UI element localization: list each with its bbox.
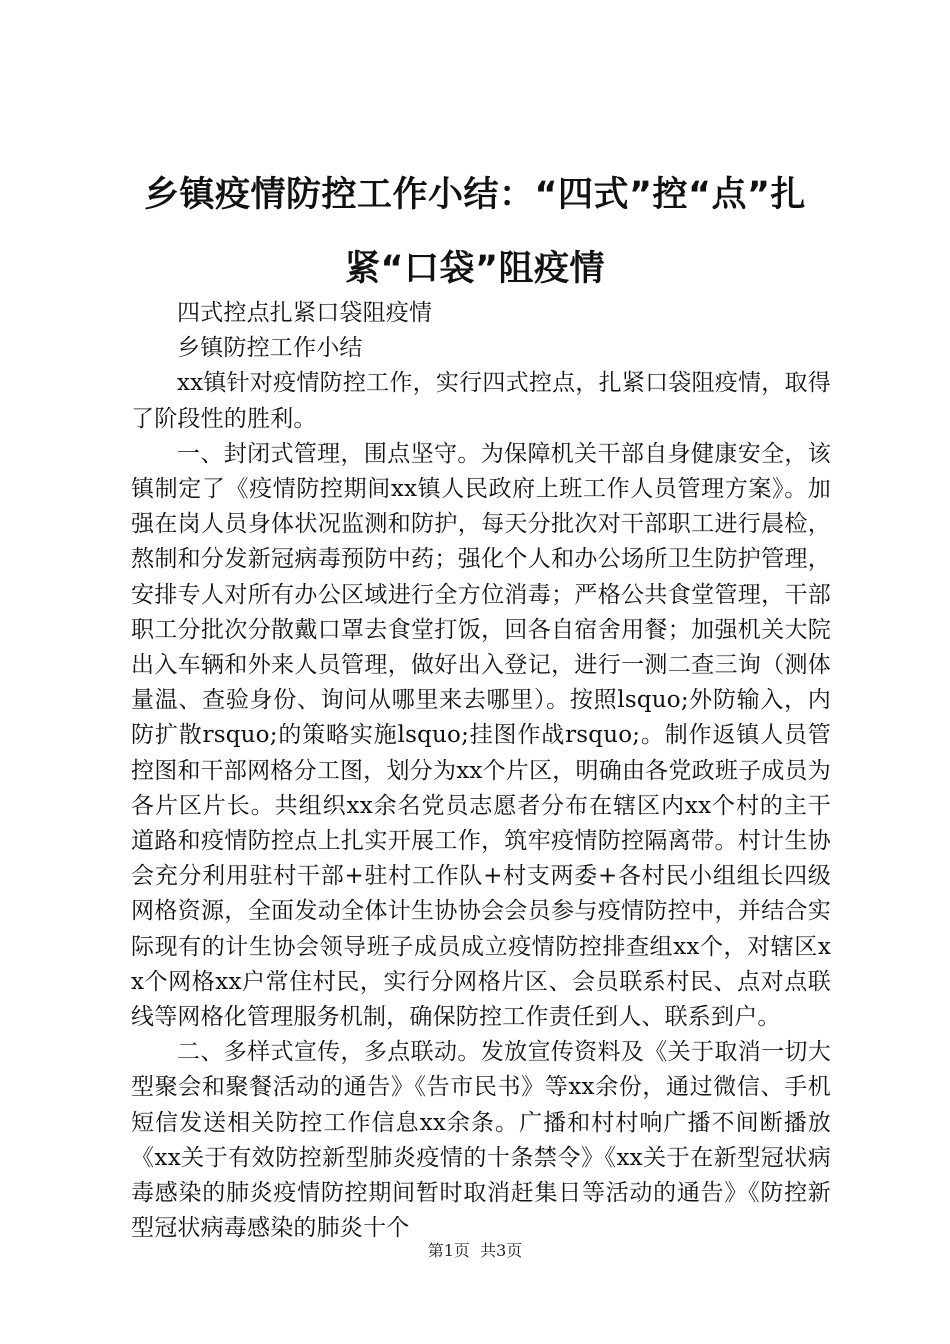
body-paragraph: 一、封闭式管理，围点坚守。为保障机关干部自身健康安全，该镇制定了《疫情防控期间xx镇人民政府上班工作人员管理方案》。加强在岗人员身体状况监测和防护，每天分批次对干部职工进行晨检，熬制和分发新冠病毒预防中药；强化个人和办公场所卫生防护管理，安排专人对所有办公区域进行全方位消毒；严格公共食堂管理，干部职工分批次分散戴口罩去食堂打饭，回各自宿舍用餐；加强机关大院出入车辆和外来人员管理，做好出入登记，进行一测二查三询（测体量温、查验身份、询问从哪里来去哪里）。按照lsquo;外防输入，内防扩散rsquo;的策略实施lsquo;挂图作战rsquo;。制作返镇人员管控图和干部网格分工图，划分为xx个片区，明确由各党政班子成员为各片区片长。共组织xx余名党员志愿者分布在辖区内xx个村的主干道路和疫情防控点上扎实开展工作，筑牢疫情防控隔离带。村计生协会充分利用驻村干部+驻村工作队+村支两委+各村民小组组长四级网格资源，全面发动全体计生协协会会员参与疫情防控中，并结合实际现有的计生协会领导班子成员成立疫情防控排查组xx个，对辖区xx个网格xx户常住村民，实行分网格片区、会员联系村民、点对点联线等网格化管理服务机制，确保防控工作责任到人、联系到户。 xyxy=(131,440,831,1031)
subtitle-line: 乡镇防控工作小结 xyxy=(177,335,363,362)
page-total: 共3页 xyxy=(480,1241,523,1260)
page-title: 乡镇疫情防控工作小结：“四式”控“点”扎紧“口袋”阻疫情 xyxy=(143,175,806,289)
page-footer xyxy=(0,1240,950,1262)
page-number: 第1页 xyxy=(427,1241,470,1260)
body-paragraph: 二、多样式宣传，多点联动。发放宣传资料及《关于取消一切大型聚会和聚餐活动的通告》《告市民书》等xx余份，通过微信、手机短信发送相关防控工作信息xx余条。广播和村村响广播不间断播放《xx关于有效防控新型肺炎疫情的十条禁令》《xx关于在新型冠状病毒感染的肺炎疫情防控期间暂时取消赶集日等活动的通告》《防控新型冠状病毒感染的肺炎十个 xyxy=(131,1039,831,1242)
body-paragraph: xx镇针对疫情防控工作，实行四式控点，扎紧口袋阻疫情，取得了阶段性的胜利。 xyxy=(131,370,831,432)
subtitle-line: 四式控点扎紧口袋阻疫情 xyxy=(177,300,433,326)
document-body xyxy=(131,296,831,1246)
